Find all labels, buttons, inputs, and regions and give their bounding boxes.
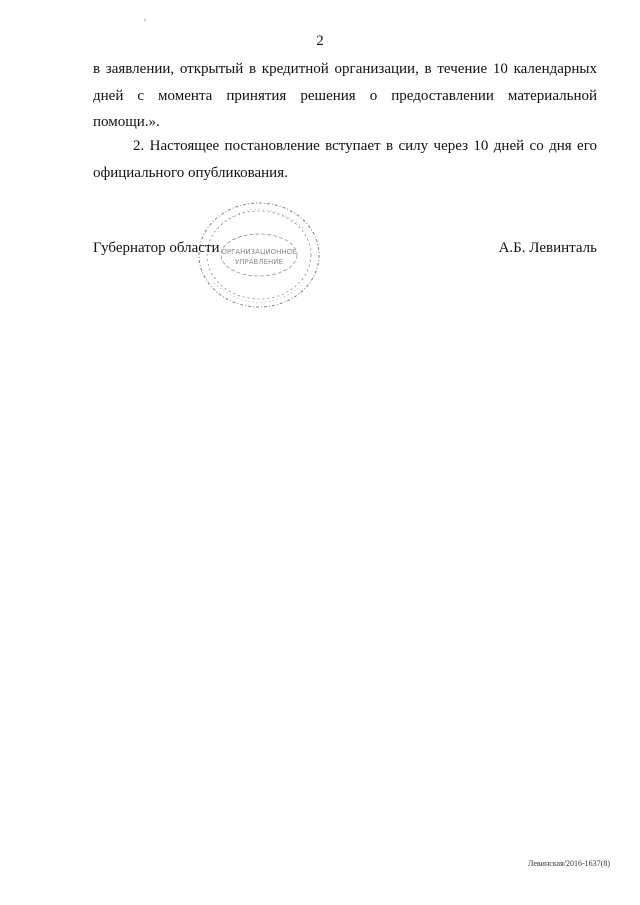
paragraph-1-line-2: дней с момента принятия решения о предоставлении материальной (93, 87, 597, 104)
page-number: 2 (316, 33, 324, 49)
scan-speck: , (144, 12, 147, 22)
paragraph-1 (93, 56, 597, 136)
footer-reference: Левинская/2016-1637(8) (527, 859, 610, 868)
paragraph-1-line-1: в заявлении, открытый в кредитной организации, в течение 10 календарных (93, 61, 597, 77)
stamp-text-line-2: УПРАВЛЕНИЕ (235, 258, 283, 266)
paragraph-1-line-3: помощи.». (93, 114, 160, 130)
paragraph-2 (93, 133, 597, 186)
paragraph-2-line-2: официального опубликования. (93, 164, 288, 181)
signature-name: А.Б. Левинталь (498, 240, 597, 256)
signature-role: Губернатор области (93, 240, 220, 256)
stamp-text-line-1: ОРГАНИЗАЦИОННОЕ (221, 248, 297, 256)
paragraph-2-line-1: 2. Настоящее постановление вступает в силу через 10 дней со дня его (133, 138, 597, 154)
